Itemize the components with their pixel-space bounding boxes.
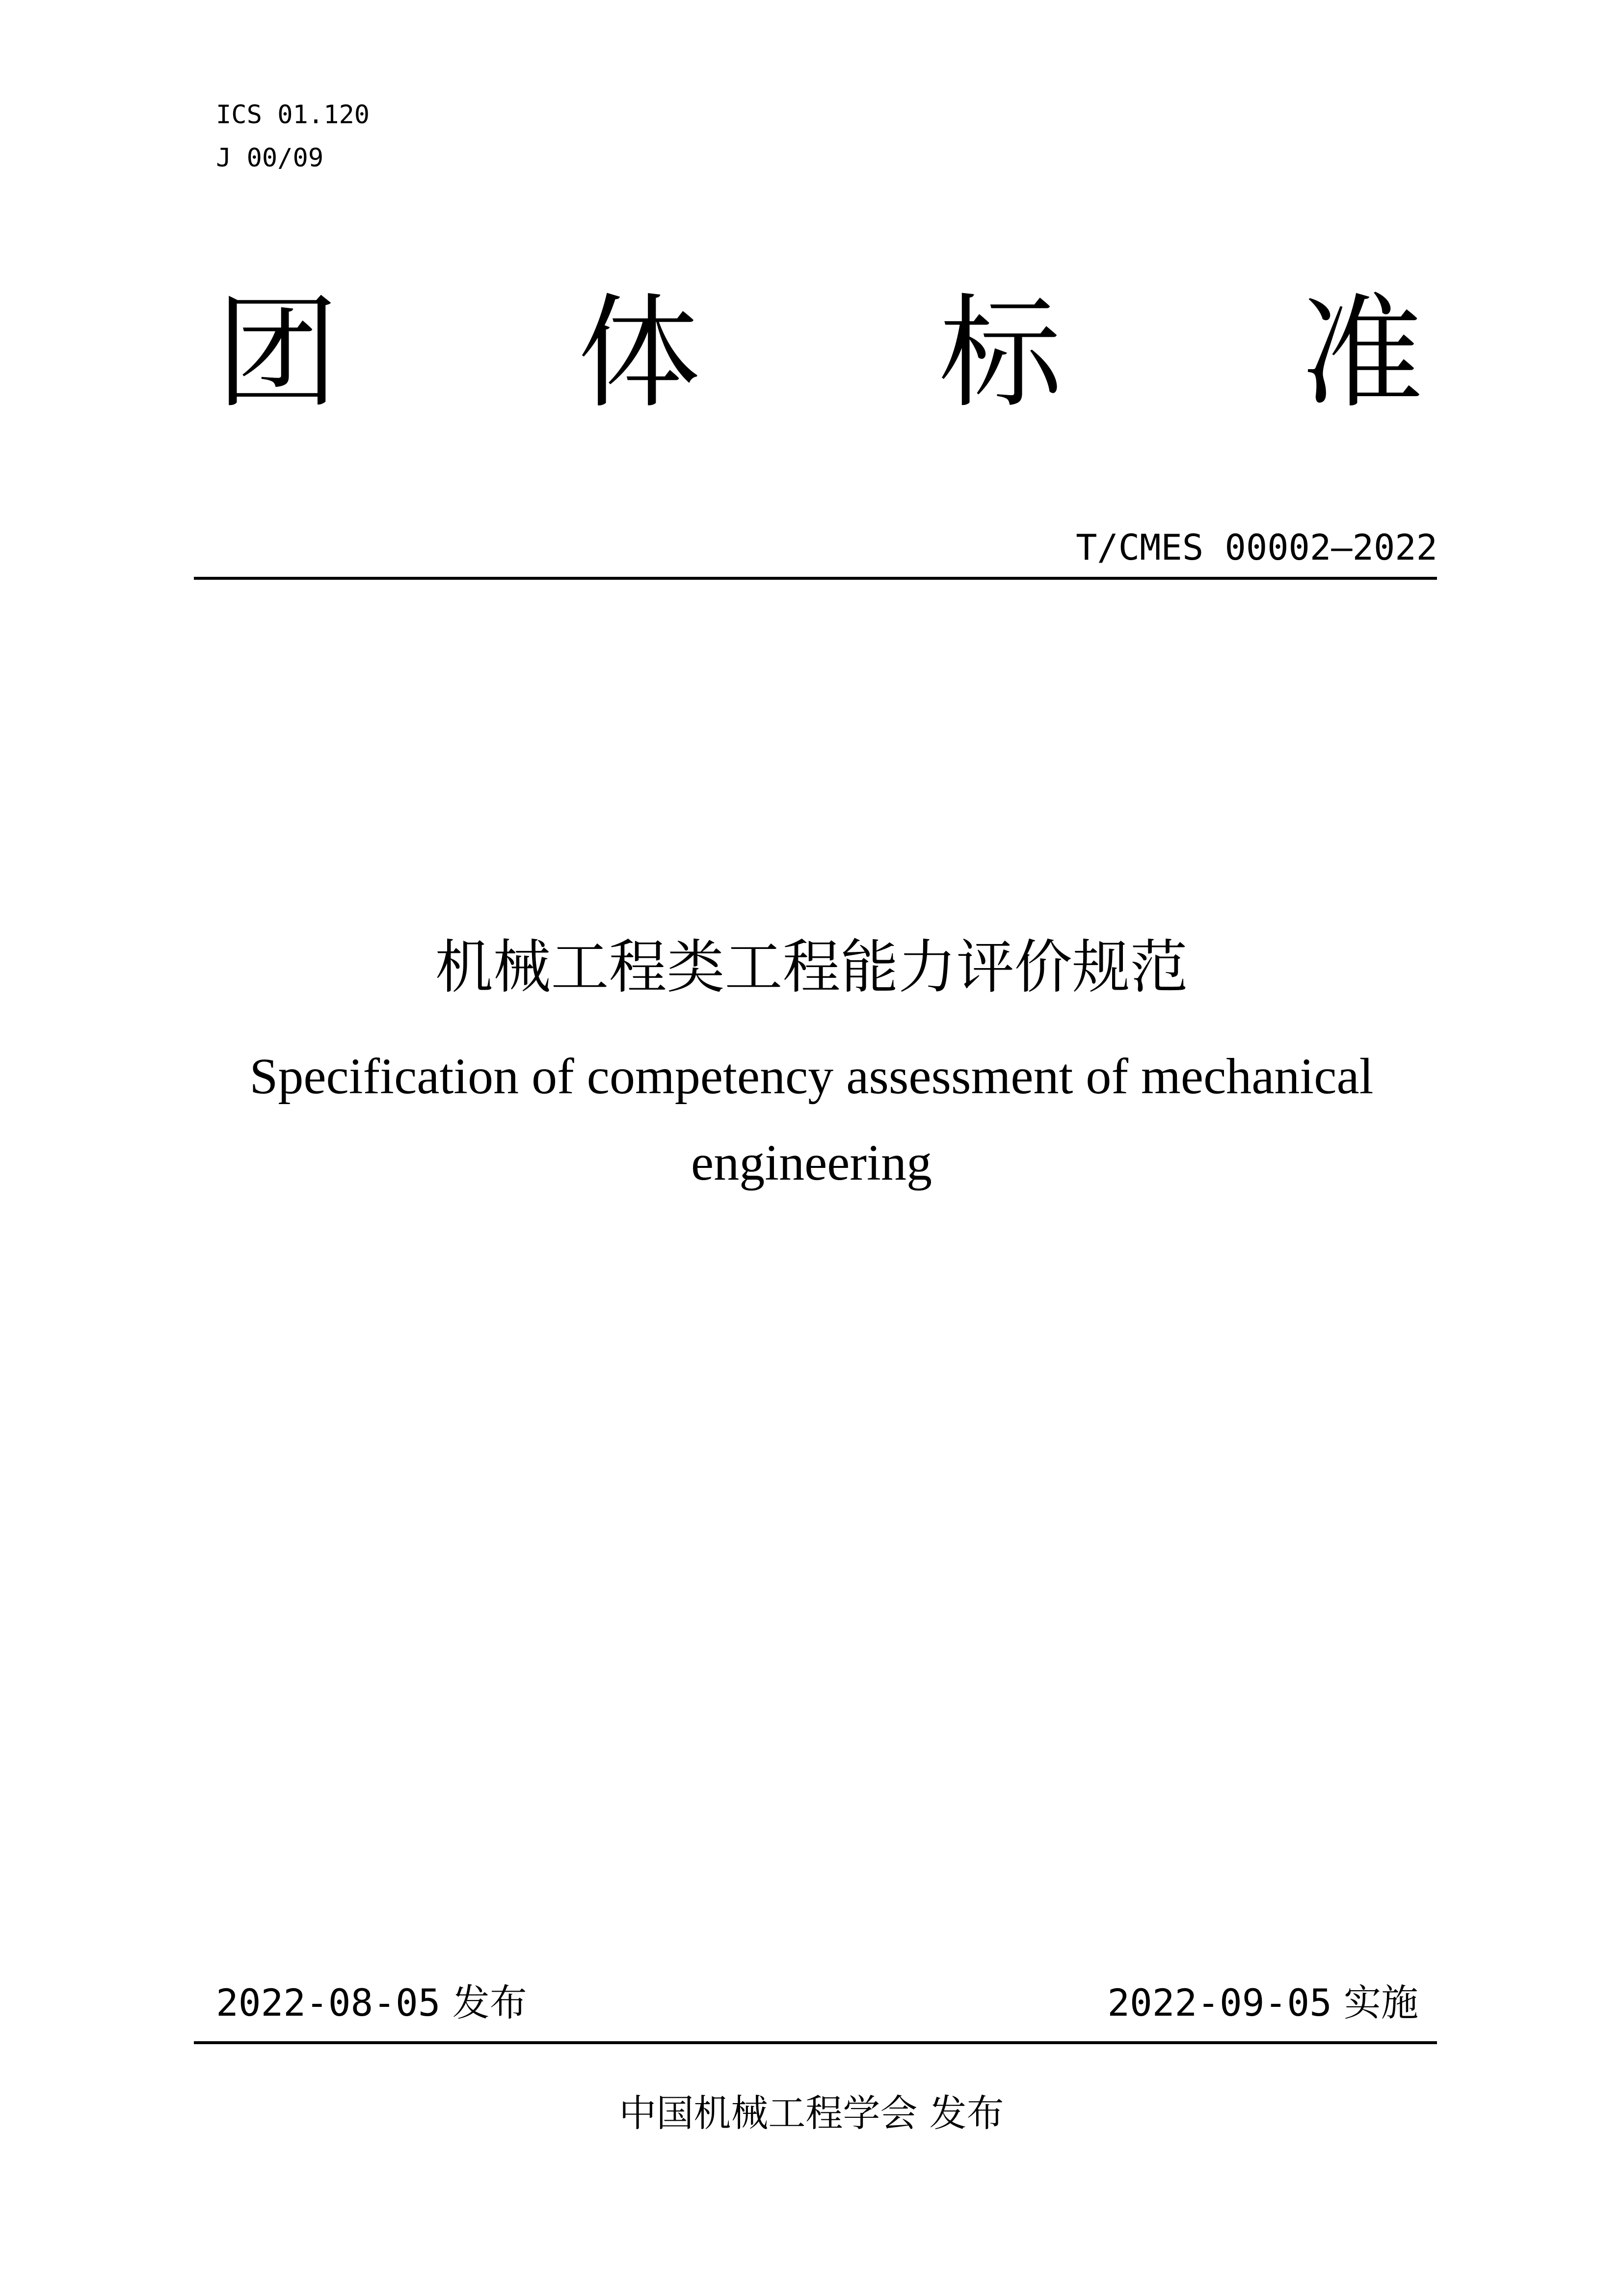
standard-number: T/CMES 00002—2022 [1076,527,1437,568]
english-title [0,1033,1623,1206]
standard-type-char: 标 [939,282,1062,425]
date-row [216,1978,1418,2027]
classification-codes [216,93,370,180]
publish-info [216,1978,527,2027]
bottom-divider [194,2041,1437,2044]
top-divider [194,577,1437,580]
ics-code: ICS 01.120 [216,100,370,130]
publish-date: 2022-08-05 [216,1981,441,2025]
publisher: 中国机械工程学会 发布 [619,2091,1004,2135]
standard-type-char: 准 [1300,282,1423,425]
standard-type-char: 团 [216,282,339,425]
chinese-title: 机械工程类工程能力评价规范 [435,933,1188,1001]
ccs-code: J 00/09 [216,143,324,173]
implement-info [1107,1978,1418,2027]
english-title-line: engineering [691,1134,932,1191]
publish-label: 发布 [452,1981,527,2025]
standard-type-char: 体 [577,282,700,425]
implement-date: 2022-09-05 [1107,1981,1332,2025]
standard-type-heading [216,280,1423,427]
implement-label: 实施 [1344,1981,1418,2025]
english-title-line: Specification of competency assessment of mechanical [249,1048,1374,1105]
